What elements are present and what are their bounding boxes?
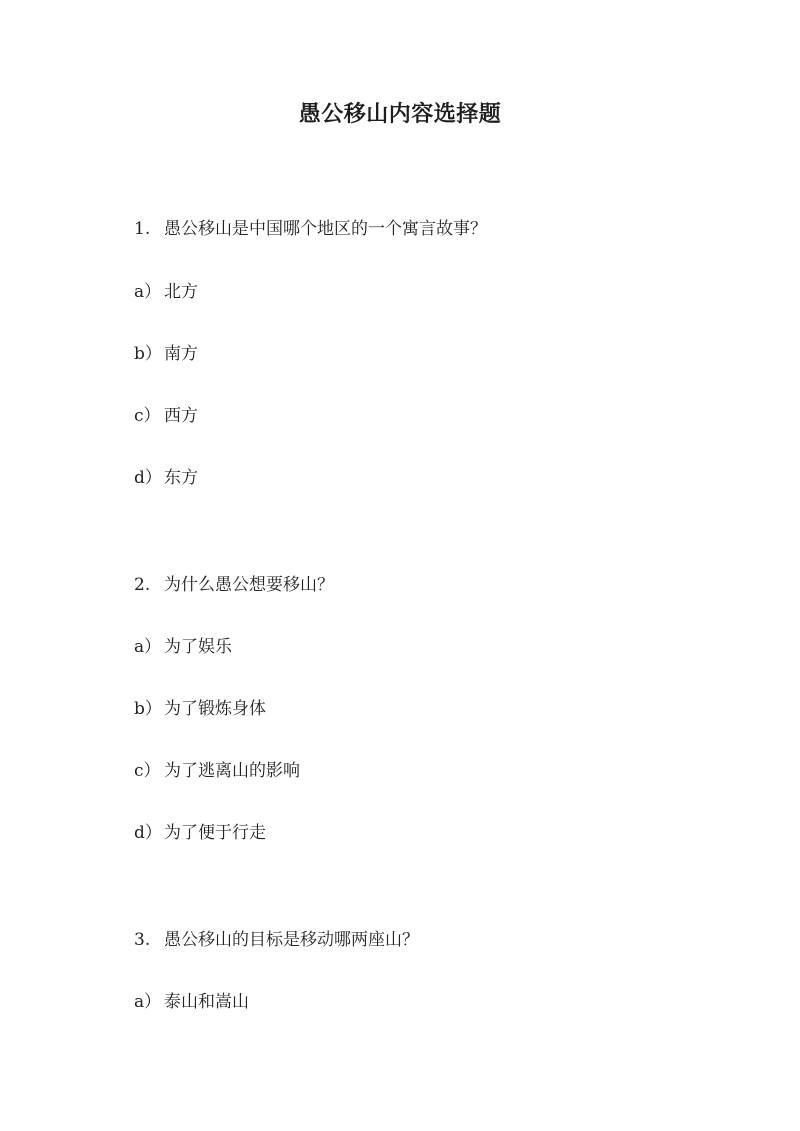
question-1-option-b	[134, 343, 198, 365]
question-number: 1.	[134, 219, 151, 239]
question-text: 愚公移山是中国哪个地区的一个寓言故事？	[164, 219, 487, 239]
question-2-option-a	[134, 636, 232, 658]
option-text: 东方	[164, 468, 198, 488]
option-text: 北方	[164, 282, 198, 302]
question-1-option-c	[134, 405, 198, 427]
question-2	[134, 574, 334, 596]
option-marker: b）	[134, 699, 162, 719]
option-marker: a）	[134, 992, 162, 1012]
option-marker: a）	[134, 282, 162, 302]
option-text: 为了锻炼身体	[164, 699, 266, 719]
document-title: 愚公移山内容选择题	[298, 101, 502, 127]
question-number: 3.	[134, 930, 151, 950]
question-number: 2.	[134, 575, 151, 595]
option-marker: d）	[134, 823, 162, 843]
option-marker: c）	[134, 761, 161, 781]
question-1-option-a	[134, 281, 198, 303]
question-3	[134, 929, 419, 951]
option-marker: a）	[134, 637, 162, 657]
option-marker: d）	[134, 468, 162, 488]
question-1-option-d	[134, 467, 198, 489]
question-2-option-d	[134, 822, 266, 844]
question-3-option-a	[134, 991, 249, 1013]
question-text: 为什么愚公想要移山？	[164, 575, 334, 595]
option-marker: c）	[134, 406, 161, 426]
option-text: 泰山和嵩山	[164, 992, 249, 1012]
option-marker: b）	[134, 344, 162, 364]
question-1	[134, 218, 487, 240]
question-2-option-b	[134, 698, 266, 720]
option-text: 为了娱乐	[164, 637, 232, 657]
option-text: 南方	[164, 344, 198, 364]
question-text: 愚公移山的目标是移动哪两座山？	[164, 930, 419, 950]
option-text: 为了逃离山的影响	[164, 761, 300, 781]
option-text: 西方	[164, 406, 198, 426]
question-2-option-c	[134, 760, 300, 782]
option-text: 为了便于行走	[164, 823, 266, 843]
